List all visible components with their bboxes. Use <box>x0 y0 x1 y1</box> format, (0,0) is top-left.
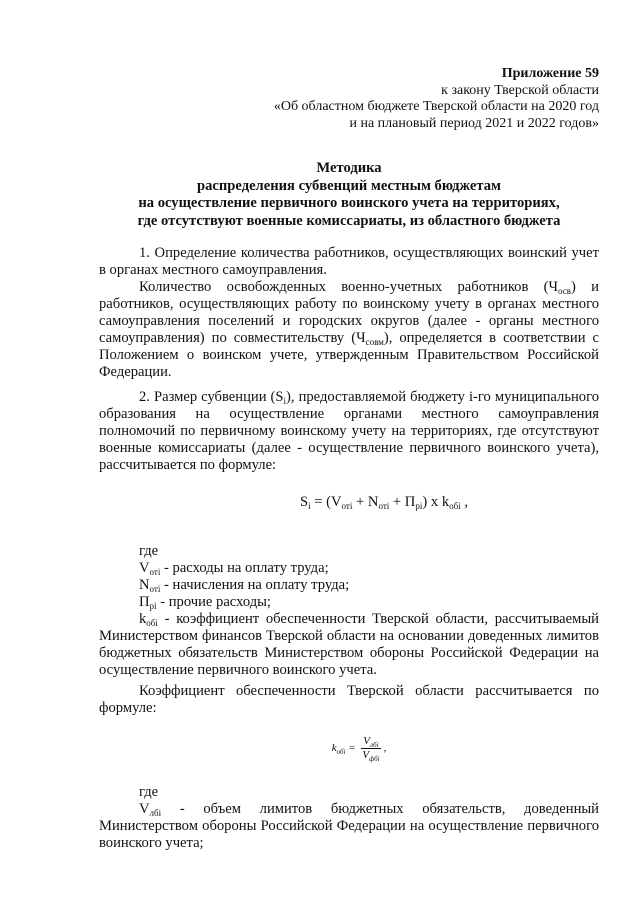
f2-lhs-sub: обі <box>336 748 346 757</box>
p2-sub-1: осв <box>558 286 571 296</box>
title-line-4: где отсутствуют военные комиссариаты, из областного бюджета <box>137 212 561 229</box>
f2-numerator <box>361 735 380 749</box>
f1-n-sub: оті <box>378 501 390 511</box>
def-sym: N <box>139 577 150 593</box>
def-sub: рі <box>149 601 157 611</box>
f1-v-sub: оті <box>341 501 353 511</box>
p3-sub: i <box>283 396 287 406</box>
p3-text-a: 2. Размер субвенции (S <box>139 389 284 405</box>
v-definition <box>99 801 599 852</box>
formula-subvention <box>169 494 599 511</box>
appendix-line-2: «Об областном бюджете Тверской области на 2020 год <box>273 99 599 114</box>
def-text: - начисления на оплату труда; <box>160 577 350 593</box>
kdef-sym: k <box>139 611 147 627</box>
def-sym: V <box>139 560 150 576</box>
vdef-sub: лбі <box>149 808 162 818</box>
f2-fraction <box>360 735 381 762</box>
f1-eq: = (V <box>310 494 342 510</box>
appendix-line-3: и на плановый период 2021 и 2022 годов» <box>349 115 599 131</box>
f1-plus2: + П <box>389 494 416 510</box>
vdef-text: - объем лимитов бюджетных обязательств, доведенный Министерством обороны Российской Федерации на осуществление первичного воинского учета; <box>99 801 599 851</box>
appendix-header <box>99 66 599 132</box>
document-title <box>99 160 599 230</box>
def-text: - прочие расходы; <box>156 594 271 610</box>
p2-text-b: ) и работников, осуществляющих работу по воинскому учету в органах местного самоуправления поселений и городских округов (далее - органы местного самоуправления) по совместительству (Ч <box>99 279 599 346</box>
p2-text-c: ), определяется в соответствии с Положением о воинском учете, утвержденным Правительством Российской Федерации. <box>99 330 599 380</box>
p2-sub-2: совм <box>365 337 384 347</box>
k-definition <box>99 611 599 679</box>
f1-k-sub: обі <box>449 501 461 511</box>
def-text: - расходы на оплату труда; <box>160 560 329 576</box>
f2-eq: = <box>345 742 359 755</box>
vdef-sym: V <box>139 801 150 817</box>
def-sub: оті <box>149 567 161 577</box>
title-line-2: распределения субвенций местным бюджетам <box>197 177 501 194</box>
title-line-3: на осуществление первичного воинского учета на территориях, <box>138 195 560 211</box>
appendix-line-1: к закону Тверской области <box>441 82 599 98</box>
def-sub: оті <box>149 584 161 594</box>
kdef-sub: обі <box>146 618 158 628</box>
f1-lhs-sub: i <box>308 501 311 511</box>
document-body <box>99 245 599 852</box>
paragraph-3 <box>99 389 599 474</box>
appendix-number: Приложение 59 <box>501 66 599 81</box>
f1-p-sub: рі <box>415 501 423 511</box>
paragraph-2 <box>99 279 599 381</box>
where-label-2: где <box>139 784 159 800</box>
kdef-text: - коэффициент обеспеченности Тверской области, рассчитываемый Министерством финансов Тверской области на основании доведенных лимитов бюджетных обязательств Министерством обороны Российской Федерации на осуществление первичного воинского учета. <box>99 611 599 678</box>
f1-end: , <box>460 494 469 510</box>
title-line-1: Методика <box>316 160 382 176</box>
f2-end: , <box>383 742 387 755</box>
f2-lhs: k <box>331 742 337 755</box>
f1-plus1: + N <box>352 494 379 510</box>
f2-num-sub: лбі <box>370 741 379 749</box>
f2-num: V <box>363 735 371 747</box>
where-label-1: где <box>139 543 159 559</box>
f2-den: V <box>362 749 370 761</box>
f2-denominator <box>360 749 381 762</box>
def-row-0 <box>99 560 599 577</box>
paragraph-1: 1. Определение количества работников, осуществляющих воинский учет в органах местного самоуправления. <box>99 245 599 278</box>
f1-lhs: S <box>299 494 309 510</box>
f2-den-sub: фбі <box>369 755 380 763</box>
paragraph-4: Коэффициент обеспеченности Тверской области рассчитывается по формуле: <box>99 683 599 716</box>
p3-text-b: ), предоставляемой бюджету i-го муниципального образования на осуществление органами местного самоуправления полномочий по первичному воинскому учету на территориях, где отсутствуют военные комиссариаты (далее - осуществление первичного воинского учета), рассчитывается по формуле: <box>99 389 599 473</box>
def-sym: П <box>139 594 150 610</box>
p2-text-a: Количество освобожденных военно-учетных работников (Ч <box>139 279 559 295</box>
formula-coefficient <box>119 735 599 762</box>
def-row-2 <box>99 594 599 611</box>
f1-tail: ) x k <box>422 494 450 510</box>
def-row-1 <box>99 577 599 594</box>
